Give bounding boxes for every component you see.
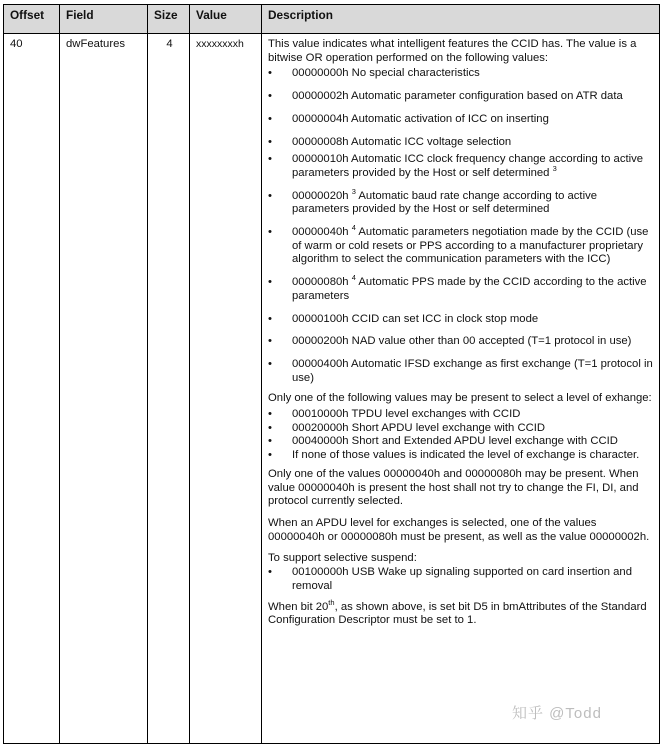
cell-description [262, 34, 660, 744]
footnote-ref: 3 [552, 164, 557, 174]
watermark: 知乎 @Todd [512, 705, 602, 722]
feature-item: • 00000002h Automatic parameter configuration based on ATR data [268, 90, 655, 104]
cell-field: dwFeatures [60, 34, 148, 744]
header-size: Size [148, 5, 190, 34]
feature-item: • 00000010h Automatic ICC clock frequency change according to active parameters provided by the Host or self determined $^3$ [268, 153, 655, 180]
feature-item: • 00000008h Automatic ICC voltage selection [268, 136, 655, 150]
cell-offset: 40 [4, 34, 60, 744]
feature-item: • 00000040h $^4$ Automatic parameters negotiation made by the CCID (use of warm or cold resets or PPS according to a manufacturer proprietary algorithm to select the communication parameters with the ICC) [268, 226, 655, 267]
feature-item: • 00000200h NAD value other than 00 accepted (T=1 protocol in use) [268, 335, 655, 349]
exchange-item: • If none of those values is indicated the level of exchange is character. [268, 449, 655, 463]
final-note: When bit 20th, as shown above, is set bit D5 in bmAttributes of the Standard Configuration Descriptor must be set to 1. [268, 597, 647, 627]
suspend-intro: To support selective suspend: [268, 552, 417, 565]
feature-item: • 00000080h $^4$ Automatic PPS made by the CCID according to the active parameters [268, 276, 655, 303]
feature-item: • 00000400h Automatic IFSD exchange as first exchange (T=1 protocol in use) [268, 358, 655, 385]
footnote-ref: 3 [351, 186, 356, 196]
cell-value: xxxxxxxxh [190, 34, 262, 744]
feature-item: • 00000020h $^3$ Automatic baud rate change according to active parameters provided by the Host or self determined [268, 190, 655, 217]
suspend-item: • 00100000h USB Wake up signaling supported on card insertion and removal [268, 566, 655, 593]
exchange-intro: Only one of the following values may be present to select a level of exhange: [268, 392, 652, 405]
exchange-item: • 00010000h TPDU level exchanges with CCID [268, 408, 655, 422]
note-apdu: When an APDU level for exchanges is selected, one of the values 00000040h or 00000080h must be present, as well as the value 00000002h. [268, 516, 650, 543]
size-value: 4 [166, 38, 173, 50]
cell-size [148, 34, 190, 744]
dwfeatures-table [3, 4, 660, 744]
feature-item: • 00000004h Automatic activation of ICC on inserting [268, 113, 655, 127]
feature-item: • 00000100h CCID can set ICC in clock stop mode [268, 313, 655, 327]
table-header-row [4, 5, 660, 34]
header-value: Value [190, 5, 262, 34]
footnote-ref: 4 [351, 273, 356, 283]
description-intro: This value indicates what intelligent features the CCID has. The value is a bitwise OR operation performed on the following values: [268, 38, 637, 64]
header-field: Field [60, 5, 148, 34]
footnote-ref: 4 [351, 223, 356, 233]
table-row [4, 34, 660, 744]
feature-item: • 00000000h No special characteristics [268, 67, 655, 81]
note-exclusive: Only one of the values 00000040h and 00000080h may be present. When value 00000040h is present the host shall not try to change the FI, DI, and protocol currently selected. [268, 467, 639, 508]
header-description: Description [262, 5, 660, 34]
header-offset: Offset [4, 5, 60, 34]
exchange-item: • 00020000h Short APDU level exchange with CCID [268, 422, 655, 436]
exchange-item: • 00040000h Short and Extended APDU level exchange with CCID [268, 435, 655, 449]
